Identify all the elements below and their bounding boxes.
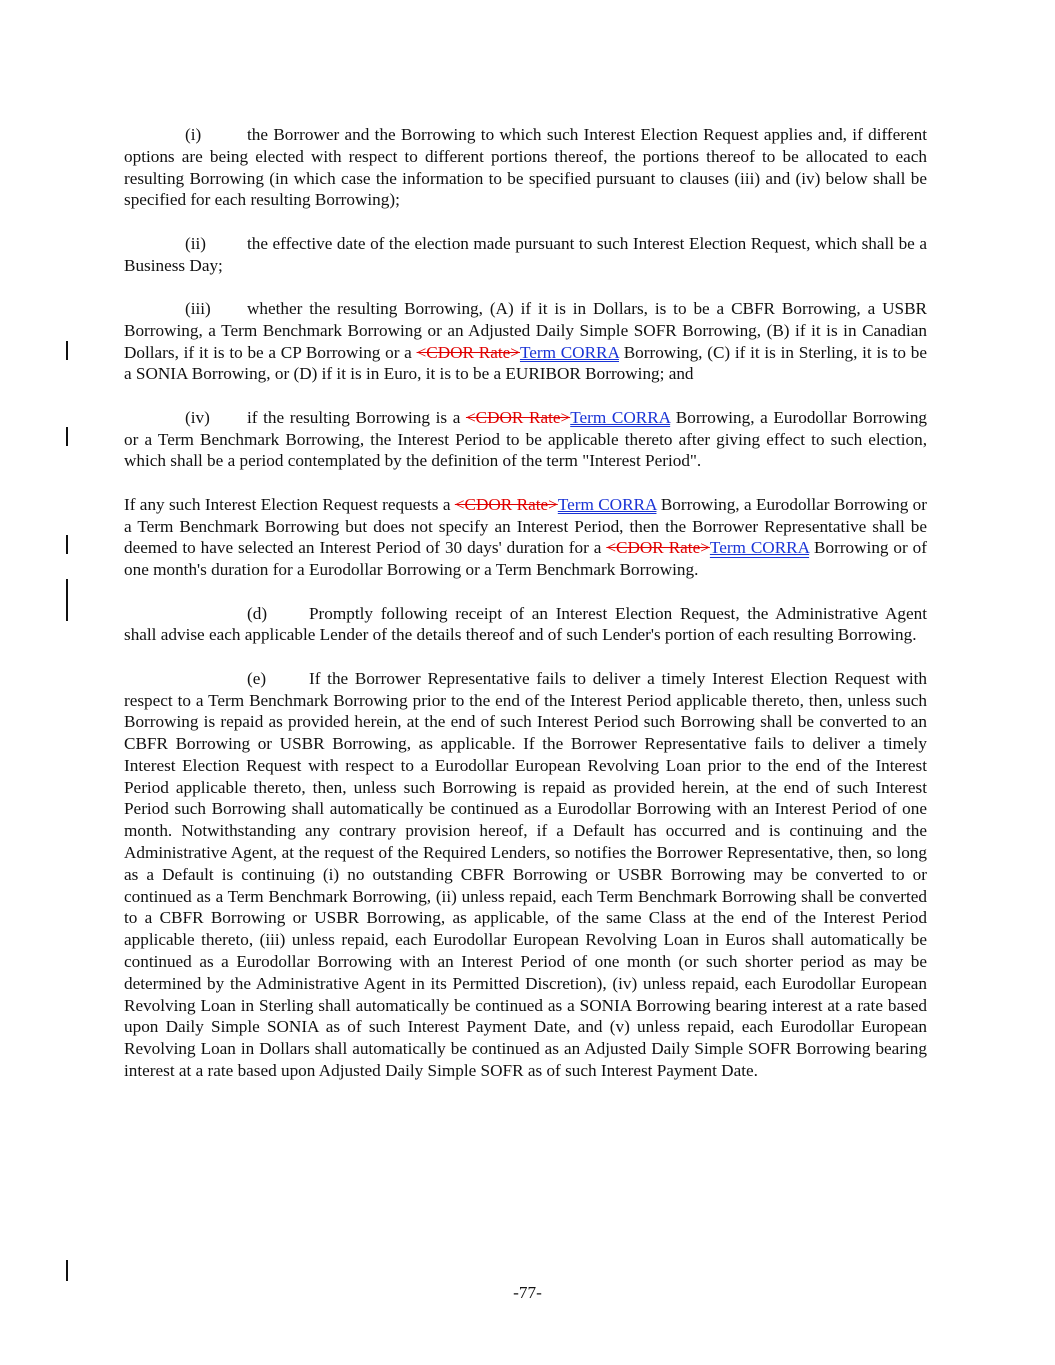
change-bar (66, 535, 68, 554)
clause-text: if the resulting Borrowing is a (247, 407, 466, 427)
inserted-text: Term CORRA (570, 407, 671, 427)
clause-number: (iii) (185, 298, 211, 318)
section-e (124, 668, 927, 1082)
paragraph-text: Borrowing or of one month's duration for a Eurodollar Borrowing or a Term Benchmark Borrowing. (124, 538, 927, 580)
default-interest-period-paragraph (124, 494, 927, 581)
change-bar (66, 427, 68, 446)
section-d (124, 603, 927, 647)
clause-iii (124, 298, 927, 385)
deleted-text: <CDOR Rate> (606, 538, 710, 558)
change-bar (66, 341, 68, 360)
section-text: Promptly following receipt of an Interest Election Request, the Administrative Agent shall advise each applicable Lender of the details thereof and of such Lender's portion of each resulting Borrowing. (124, 603, 927, 645)
clause-ii (124, 233, 927, 277)
clause-number: (ii) (185, 233, 206, 253)
clause-number: (iv) (185, 407, 210, 427)
clause-text: Borrowing, a Eurodollar Borrowing or a Term Benchmark Borrowing, the Interest Period to be applicable thereto after giving effect to such election, which shall be a period contemplated by the definition of the term "Interest Period". (124, 407, 928, 471)
clause-text: the Borrower and the Borrowing to which such Interest Election Request applies and, if different options are being elected with respect to different portions thereof, the portions thereof to be allocated to each resulting Borrowing (in which case the information to be specified pursuant to clauses (iii) and (iv) below shall be specified for each resulting Borrowing); (124, 125, 927, 210)
change-bar (66, 1260, 68, 1281)
document-body (124, 124, 927, 1103)
page-number: -77- (513, 1283, 542, 1302)
deleted-text: <CDOR Rate> (465, 407, 571, 427)
paragraph-text: Borrowing, a Eurodollar Borrowing or a Term Benchmark Borrowing but does not specify an Interest Period, then the Borrower Representative shall be deemed to have selected an Interest Period of 30 days' duration for a (124, 494, 927, 558)
section-number: (e) (247, 668, 267, 688)
clause-i (124, 124, 927, 211)
inserted-text: Term CORRA (557, 494, 657, 514)
deleted-text: <CDOR Rate> (454, 494, 558, 514)
section-number: (d) (247, 603, 268, 623)
clause-iv (124, 407, 927, 472)
clause-text: the effective date of the election made pursuant to such Interest Election Request, which shall be a Business Day; (124, 233, 927, 275)
deleted-text: <CDOR Rate> (416, 342, 520, 362)
clause-text: whether the resulting Borrowing, (A) if it is in Dollars, is to be a CBFR Borrowing, a USBR Borrowing, a Term Benchmark Borrowing or an Adjusted Daily Simple SOFR Borrowing, (B) if it is in Canadian Dollars, if it is to be a CP Borrowing or a (124, 298, 927, 362)
inserted-text: Term CORRA (519, 342, 619, 362)
section-text: If the Borrower Representative fails to deliver a timely Interest Election Request with respect to a Term Benchmark Borrowing prior to the end of the Interest Period applicable thereto, then, unless such Borrowing is repaid as provided herein, at the end of such Interest Period such Borrowing shall be converted to an CBFR Borrowing or USBR Borrowing, as applicable. If the Borrower Representative fails to deliver a timely Interest Election Request with respect to a Eurodollar European Revolving Loan prior to the end of the Interest Period applicable thereto, then, unless such Borrowing is repaid as provided herein, at the end of such Interest Period such Borrowing shall automatically be continued as a Eurodollar Borrowing with an Interest Period of one month. Notwithstanding any contrary provision hereof, if a Default has occurred and is continuing and the Administrative Agent, at the request of the Required Lenders, so notifies the Borrower Representative, then, so long as a Default is continuing (i) no outstanding CBFR Borrowing or USBR Borrowing may be converted to or continued as a Term Benchmark Borrowing, (ii) unless repaid, each Term Benchmark Borrowing shall be converted to a CBFR Borrowing or USBR Borrowing, as applicable, of the same Class at the end of the Interest Period applicable thereto, (iii) unless repaid, each Eurodollar European Revolving Loan in Euros shall automatically be continued as a Eurodollar Borrowing with an Interest Period of one month (or such shorter period as may be determined by the Administrative Agent in its Permitted Discretion), (iv) unless repaid, each Eurodollar European Revolving Loan in Sterling shall automatically be continued as a SONIA Borrowing bearing interest at a rate based upon Daily Simple SONIA as of such Interest Payment Date, and (v) unless repaid, each Eurodollar European Revolving Loan in Dollars shall automatically be continued as an Adjusted Daily Simple SOFR Borrowing bearing interest at a rate based upon Adjusted Daily Simple SOFR as of such Interest Payment Date. (124, 668, 927, 1081)
clause-text: Borrowing, (C) if it is in Sterling, it is to be a SONIA Borrowing, or (D) if it is in Euro, it is to be a EURIBOR Borrowing; and (124, 342, 927, 384)
paragraph-text: If any such Interest Election Request requests a (124, 494, 455, 514)
inserted-text: Term CORRA (709, 538, 810, 558)
change-bar (66, 579, 68, 621)
clause-number: (i) (185, 125, 202, 144)
